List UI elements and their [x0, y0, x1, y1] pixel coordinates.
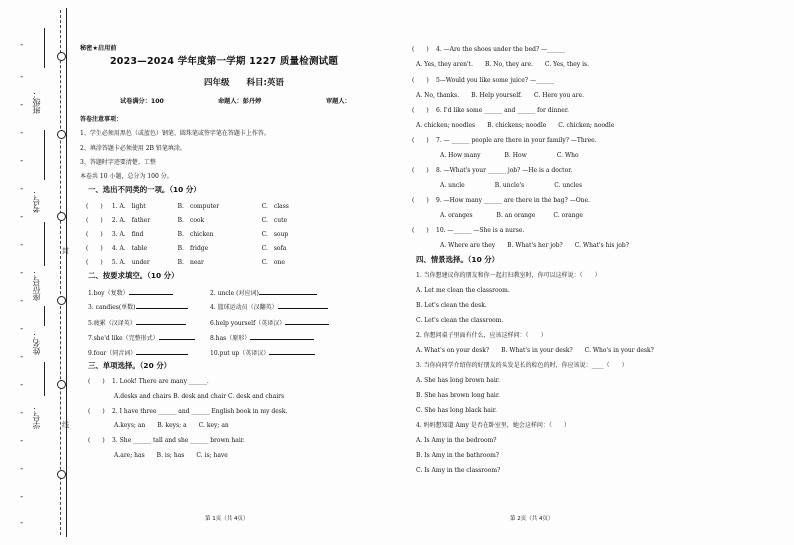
scenario-option: B. Is Amy in the bathroom?: [416, 452, 500, 459]
scenario-question: 3. 当你向同学介绍你的好朋友的头发是长的棕色的时，你应该说：____（ ）: [416, 362, 628, 369]
fill-item: [210, 333, 314, 342]
margin-tick: -: [20, 268, 24, 278]
option-c: C. sofa: [261, 245, 287, 252]
option-b: B. computer: [177, 203, 220, 210]
fill-prompt: 2. uncle (对应词): [210, 290, 259, 297]
exam-no-field-line: [44, 130, 45, 180]
scenario-question: 2. 你想问桌子里面有什么，应该这样问：（ ）: [416, 332, 547, 339]
fill-prompt: 1.boy（复数）: [88, 290, 129, 297]
answer-paren[interactable]: ( ): [88, 437, 105, 444]
mc-options: A. No, thanks. B. Help yourself. C. Here you are.: [416, 92, 585, 99]
author: 命题人：彭丹婷: [218, 98, 262, 105]
option-b: B. chicken: [177, 231, 214, 238]
page-footer: 第 1页（共 4页）: [205, 516, 249, 522]
mc-options: A. oranges B. an orange C. orange: [440, 212, 583, 219]
seat-label: 座位号：: [32, 269, 41, 301]
question-text: 4. —Are the shoes under the bed? —______: [436, 46, 566, 53]
question-text: 6. I'd like some ______ and ______ for dinner.: [436, 107, 569, 114]
school-no-label: 学号：: [32, 405, 41, 429]
mc-question: [412, 197, 590, 204]
option-c: C. cute: [261, 217, 288, 224]
fill-item: [210, 288, 317, 297]
exam-subtitle: 四年级 科目:英语: [204, 78, 284, 88]
sec1-row: [86, 245, 286, 252]
fill-item: [210, 318, 329, 327]
binding-hole: [57, 52, 66, 61]
margin-tick: -: [20, 156, 24, 166]
mc-question: [412, 137, 597, 144]
margin-tick: -: [20, 436, 24, 446]
class-label: 班级：: [32, 90, 41, 114]
margin-tick: -: [20, 240, 24, 250]
option-a: under: [131, 259, 150, 266]
fill-prompt: 10.put up（英译汉）: [210, 350, 270, 357]
margin-tick: -: [20, 518, 24, 528]
fill-prompt: 4. 篮球运动员（汉翻英）: [210, 304, 278, 311]
margin-tick: -: [20, 212, 24, 222]
option-a: find: [131, 231, 144, 238]
fill-blank[interactable]: [136, 302, 188, 309]
exam-title: 2023—2024 学年度第一学期 1227 质量检测试题: [110, 56, 339, 67]
mc-question: [88, 408, 287, 415]
fill-blank[interactable]: [136, 318, 186, 325]
answer-paren[interactable]: ( ): [86, 231, 103, 238]
scenario-option: A. What's on your desk? B. What's in your desk? C. Who's in your desk?: [416, 347, 654, 354]
mc-question: [88, 437, 245, 444]
sec1-row: [86, 203, 289, 210]
fill-prompt: 6.help yourself（英译汉）: [210, 320, 286, 327]
mc-question: [412, 167, 572, 174]
seal-mark: 线: [62, 421, 69, 429]
option-b: B. near: [177, 259, 204, 266]
fill-item: [88, 333, 195, 342]
scenario-option: A. Let me clean the classroom.: [416, 287, 510, 294]
margin-tick: -: [20, 408, 24, 418]
question-number: 5. A.: [111, 259, 126, 266]
option-c: C. one: [261, 259, 285, 266]
margin-tick: -: [20, 40, 24, 50]
answer-paren[interactable]: ( ): [86, 217, 103, 224]
binding-hole: [57, 380, 66, 389]
binding-strip: [0, 0, 76, 545]
name-label: 姓名：: [32, 331, 41, 355]
margin-tick: -: [20, 464, 24, 474]
section-3-title: 三、单项选择。（20 分）: [88, 361, 172, 370]
scenario-option: B. She has brown long hair.: [416, 392, 500, 399]
question-number: 1. A.: [111, 203, 126, 210]
exam-no-label: 考号：: [32, 189, 41, 213]
scenario-question: 1. 当你想建议你的朋友和你一起打扫教室时，你可以这样说：（ ）: [416, 272, 601, 279]
binding-line: [66, 8, 67, 537]
question-number: 2. A.: [111, 217, 126, 224]
class-field-line: [44, 28, 45, 68]
margin-tick: -: [20, 100, 24, 110]
answer-paren[interactable]: ( ): [412, 227, 429, 234]
mc-question: [412, 227, 524, 234]
fill-blank[interactable]: [136, 348, 188, 355]
mc-options: A.desks and chairs B. desk and chair C. desk and chairs: [114, 393, 285, 400]
scenario-question: 4. 妈妈想知道 Amy 是否在卧室里，她会这样问：（ ）: [416, 422, 570, 429]
notice-item: 3、答题时字迹要清楚、工整: [80, 159, 156, 166]
question-number: 3. A.: [111, 231, 126, 238]
section-4-title: 四、情景选择。（10 分）: [416, 255, 500, 264]
seal-mark: 封: [62, 247, 69, 255]
seat-field-line: [44, 222, 45, 266]
option-c: C. class: [261, 203, 289, 210]
answer-paren[interactable]: ( ): [412, 77, 429, 84]
option-c: C. soup: [261, 231, 289, 238]
mc-question: [412, 107, 569, 114]
fill-prompt: 3. candies(单数): [88, 304, 136, 311]
margin-tick: -: [20, 352, 24, 362]
answer-paren[interactable]: ( ): [86, 259, 103, 266]
fill-prompt: 5.疲累（汉译英）: [88, 320, 136, 327]
answer-paren[interactable]: ( ): [412, 107, 429, 114]
mc-options: A. chicken; noodles B. chickens; noodle C. chicken; noodle: [416, 122, 615, 129]
scenario-option: C. She has long black hair.: [416, 407, 497, 414]
fill-blank[interactable]: [259, 288, 317, 295]
fill-prompt: 9.four（同音词）: [88, 350, 137, 357]
school-no-field-line: [44, 362, 45, 396]
fill-blank[interactable]: [285, 318, 329, 325]
full-score: 试卷满分：100: [120, 98, 164, 105]
notice-title: 答卷注意事项：: [80, 116, 123, 123]
fill-item: [210, 302, 328, 311]
margin-tick: -: [20, 72, 24, 82]
answer-paren[interactable]: ( ): [412, 137, 429, 144]
binding-hole: [57, 296, 66, 305]
scenario-option: A. Is Amy in the bedroom?: [416, 437, 497, 444]
fill-blank[interactable]: [129, 288, 173, 295]
scenario-option: B. Let's clean the desk.: [416, 302, 487, 309]
margin-tick: -: [20, 380, 24, 390]
margin-tick: -: [20, 128, 24, 138]
mc-options: A. Yes, they aren't. B. No, they are. C. Yes, they is.: [416, 61, 590, 68]
mc-options: A. uncle B. uncle's C. uncles: [440, 182, 583, 189]
mc-options: A. Where are they B. What's her job? C. What's his job?: [440, 242, 629, 249]
fill-blank[interactable]: [278, 302, 328, 309]
fill-blank[interactable]: [269, 348, 315, 355]
mc-options: A.are; has B. is; has C. is; have: [114, 452, 228, 459]
sec1-row: [86, 231, 288, 238]
answer-paren[interactable]: ( ): [86, 203, 103, 210]
fill-item: [88, 348, 188, 357]
answer-paren[interactable]: ( ): [88, 378, 105, 385]
mc-question: [412, 77, 554, 84]
option-a: light: [131, 203, 146, 210]
binding-hole: [57, 130, 66, 139]
fill-item: [88, 318, 186, 327]
question-text: 9. —How many ______ are there in the bag? —One.: [436, 197, 590, 204]
seal-dashed-line: [60, 10, 61, 535]
mc-options: A.keys; an B. keys; a C. key; an: [114, 422, 229, 429]
scenario-option: C. Is Amy in the classroom?: [416, 467, 501, 474]
question-text: 2. I have three ______ and ______ English book in my desk.: [112, 408, 288, 415]
answer-paren[interactable]: ( ): [86, 245, 103, 252]
question-number: 4. A.: [111, 245, 126, 252]
answer-paren[interactable]: ( ): [88, 408, 105, 415]
scenario-option: A. She has long brown hair.: [416, 377, 500, 384]
binding-hole: [57, 470, 66, 479]
option-b: B. fridge: [177, 245, 209, 252]
secret-tag: 秘密★启用前: [80, 45, 117, 52]
margin-tick: -: [20, 324, 24, 334]
page-2: [412, 0, 782, 545]
fill-blank[interactable]: [159, 333, 195, 340]
notice-item: 2、填涂答题卡必须使用 2B 铅笔填涂。: [80, 145, 186, 152]
question-text: 3. She ______ tall and she ______ brown hair.: [112, 437, 245, 444]
option-a: father: [131, 217, 151, 224]
fill-item: [88, 302, 188, 311]
section-2-title: 二、按要求填空。（10 分）: [88, 271, 179, 280]
sec1-row: [86, 259, 285, 266]
scenario-option: C. Let's clean the classroom.: [416, 317, 504, 324]
question-text: 7. — ______ people are there in your family? —Three.: [436, 137, 597, 144]
option-a: table: [131, 245, 148, 252]
page-1: [80, 0, 400, 545]
question-text: 1. Look! There are many ______.: [112, 378, 209, 385]
page-footer: 第 2页（共 4页）: [510, 516, 554, 522]
question-text: 5—Would you like some juice? —______: [436, 77, 554, 84]
margin-tick: -: [20, 492, 24, 502]
name-field-line: [44, 306, 45, 326]
margin-tick: -: [20, 184, 24, 194]
mc-options: A. How many B. How C. Who: [440, 152, 579, 159]
fill-blank[interactable]: [250, 333, 314, 340]
reviewer: 审题人：: [326, 98, 351, 105]
question-text: 10. —______ —She is a nurse.: [436, 227, 525, 234]
notice-item: 本卷共 10 小题，总分为 100 分。: [80, 173, 173, 180]
answer-paren[interactable]: ( ): [412, 197, 429, 204]
mc-question: [88, 378, 209, 385]
fill-prompt: 7.she'd like（完整形式）: [88, 335, 159, 342]
answer-paren[interactable]: ( ): [412, 46, 429, 53]
margin-tick: -: [20, 296, 24, 306]
binding-hole: [57, 212, 66, 221]
sec1-row: [86, 217, 287, 224]
option-b: B. cook: [177, 217, 205, 224]
fill-item: [88, 288, 173, 297]
notice-item: 1、学生必须用黑色（或蓝色）钢笔、圆珠笔或签字笔在答题卡上作答。: [80, 130, 270, 137]
fill-prompt: 8.has（原形）: [210, 335, 251, 342]
answer-paren[interactable]: ( ): [412, 167, 429, 174]
question-text: 8. —What's your ______ job? —He is a doctor.: [436, 167, 573, 174]
mc-question: [412, 46, 565, 53]
fill-item: [210, 348, 315, 357]
section-1-title: 一、选出不同类的一项。（10 分）: [88, 185, 201, 194]
